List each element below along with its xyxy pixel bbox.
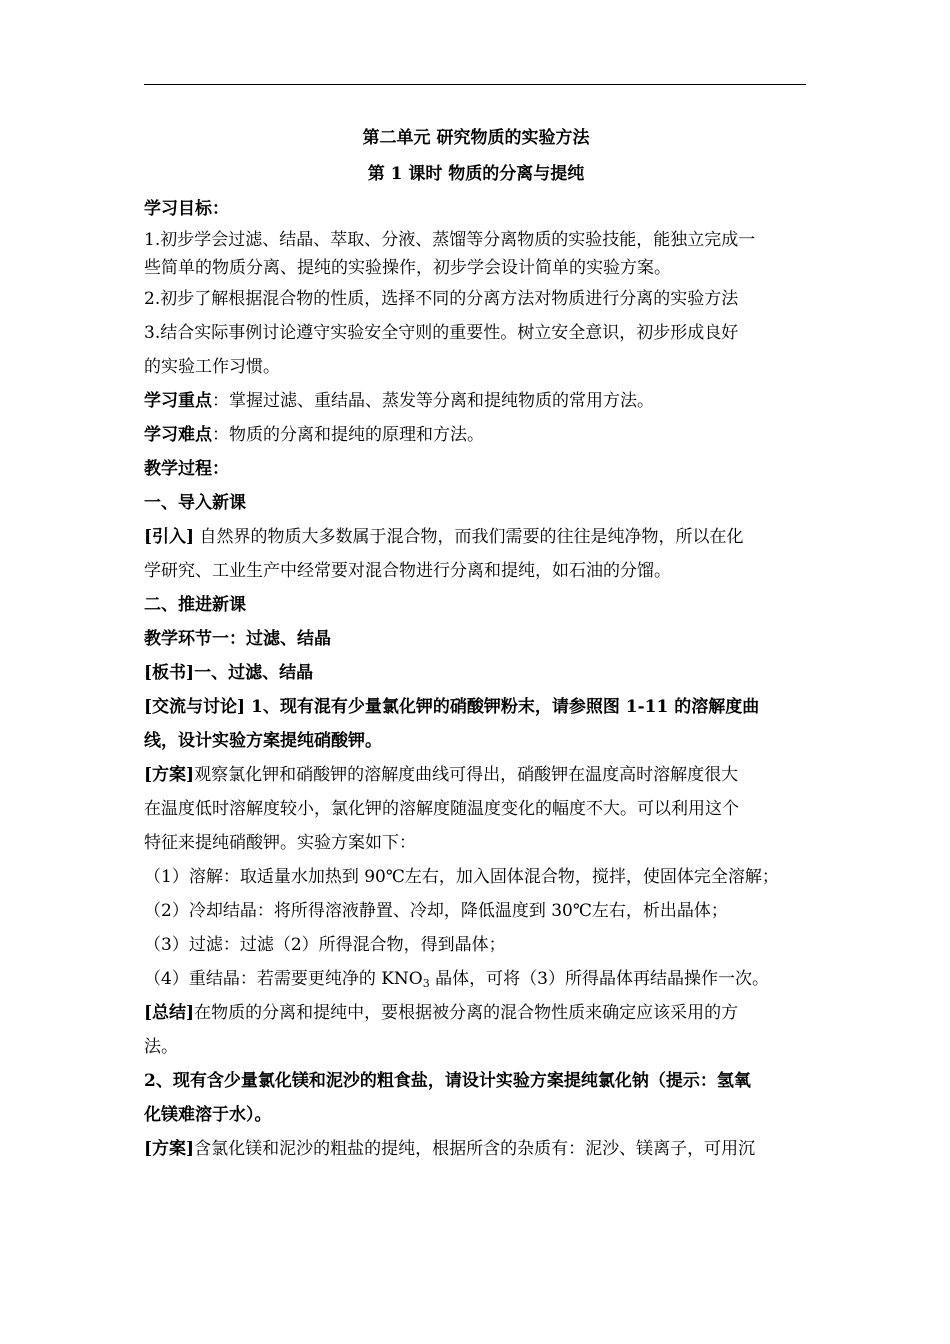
procedure-step-1: （1）溶解：取适量水加热到 90℃左右，加入固体混合物，搅拌，使固体完全溶解；: [144, 867, 779, 887]
section-1-heading: 一、导入新课: [144, 493, 246, 513]
objective-2: 2.初步了解根据混合物的性质，选择不同的分离方法对物质进行分离的实验方法: [144, 289, 739, 309]
plan-1-text: 观察氯化钾和硝酸钾的溶解度曲线可得出，硝酸钾在温度高时溶解度很大: [194, 765, 739, 785]
question-2-line-1: 2、现有含少量氯化镁和泥沙的粗食盐，请设计实验方案提纯氯化钠（提示：氢氧: [144, 1071, 751, 1091]
procedure-step-4: [144, 962, 808, 996]
key-point: [144, 384, 808, 418]
intro-text: 自然界的物质大多数属于混合物，而我们需要的往往是纯净物，所以在化: [194, 527, 744, 547]
plan-2-tag: [方案]: [144, 1139, 195, 1159]
question-1-line-2: 线，设计实验方案提纯硝酸钾。: [144, 731, 382, 751]
procedure-step-4-a: （4）重结晶：若需要更纯净的 KNO: [144, 969, 423, 989]
difficulty: [144, 418, 808, 452]
teaching-step-1: 教学环节一：过滤、结晶: [144, 629, 331, 649]
procedure-step-2: （2）冷却结晶：将所得溶液静置、冷却，降低温度到 30℃左右，析出晶体；: [144, 901, 728, 921]
plan-1-line-1: [144, 758, 808, 792]
plan-1-line-2: 在温度低时溶解度较小，氯化钾的溶解度随温度变化的幅度不大。可以利用这个: [144, 799, 739, 819]
summary-line-2: 法。: [144, 1037, 178, 1057]
procedure-step-4-sub: 3: [422, 977, 430, 990]
board-note: [板书]一、过滤、结晶: [144, 663, 314, 683]
objective-3-line-1: 3.结合实际事例讨论遵守实验安全守则的重要性。树立安全意识，初步形成良好: [144, 323, 739, 343]
difficulty-text: ：物质的分离和提纯的原理和方法。: [212, 425, 484, 445]
procedure-step-3: （3）过滤：过滤（2）所得混合物，得到晶体；: [144, 935, 506, 955]
plan-2-line-1: [144, 1132, 808, 1166]
plan-1-tag: [方案]: [144, 765, 195, 785]
plan-1-line-3: 特征来提纯硝酸钾。实验方案如下：: [144, 833, 416, 853]
objective-1-line-1: 1.初步学会过滤、结晶、萃取、分液、蒸馏等分离物质的实验技能，能独立完成一: [144, 230, 756, 250]
objectives-heading: 学习目标：: [144, 199, 229, 219]
procedure-step-4-b: 晶体，可将（3）所得晶体再结晶操作一次。: [429, 969, 769, 989]
key-point-label: 学习重点: [144, 391, 212, 411]
question-2-line-2: 化镁难溶于水）。: [144, 1105, 272, 1125]
document-body: [144, 118, 808, 1166]
summary-tag: [总结]: [144, 1003, 195, 1023]
unit-title: 第二单元 研究物质的实验方法: [362, 128, 590, 148]
summary-text: 在物质的分离和提纯中，要根据被分离的混合物性质来确定应该采用的方: [194, 1003, 739, 1023]
question-1-line-1: [交流与讨论] 1、现有混有少量氯化钾的硝酸钾粉末，请参照图 1-11 的溶解度曲: [144, 697, 760, 717]
process-heading: 教学过程：: [144, 459, 229, 479]
intro-line-1: [144, 520, 808, 554]
intro-tag: [引入]: [144, 527, 195, 547]
objective-1-line-2: 些简单的物质分离、提纯的实验操作，初步学会设计简单的实验方案。: [144, 258, 671, 278]
intro-line-2: 学研究、工业生产中经常要对混合物进行分离和提纯，如石油的分馏。: [144, 561, 671, 581]
difficulty-label: 学习难点: [144, 425, 212, 445]
summary-line-1: [144, 996, 808, 1030]
lesson-title: 第 1 课时 物质的分离与提纯: [367, 164, 585, 184]
objective-3-line-2: 的实验工作习惯。: [144, 357, 280, 377]
plan-2-text: 含氯化镁和泥沙的粗盐的提纯，根据所含的杂质有：泥沙、镁离子，可用沉: [194, 1139, 756, 1159]
key-point-text: ：掌握过滤、重结晶、蒸发等分离和提纯物质的常用方法。: [212, 391, 654, 411]
section-2-heading: 二、推进新课: [144, 595, 246, 615]
header-rule: [144, 84, 806, 85]
